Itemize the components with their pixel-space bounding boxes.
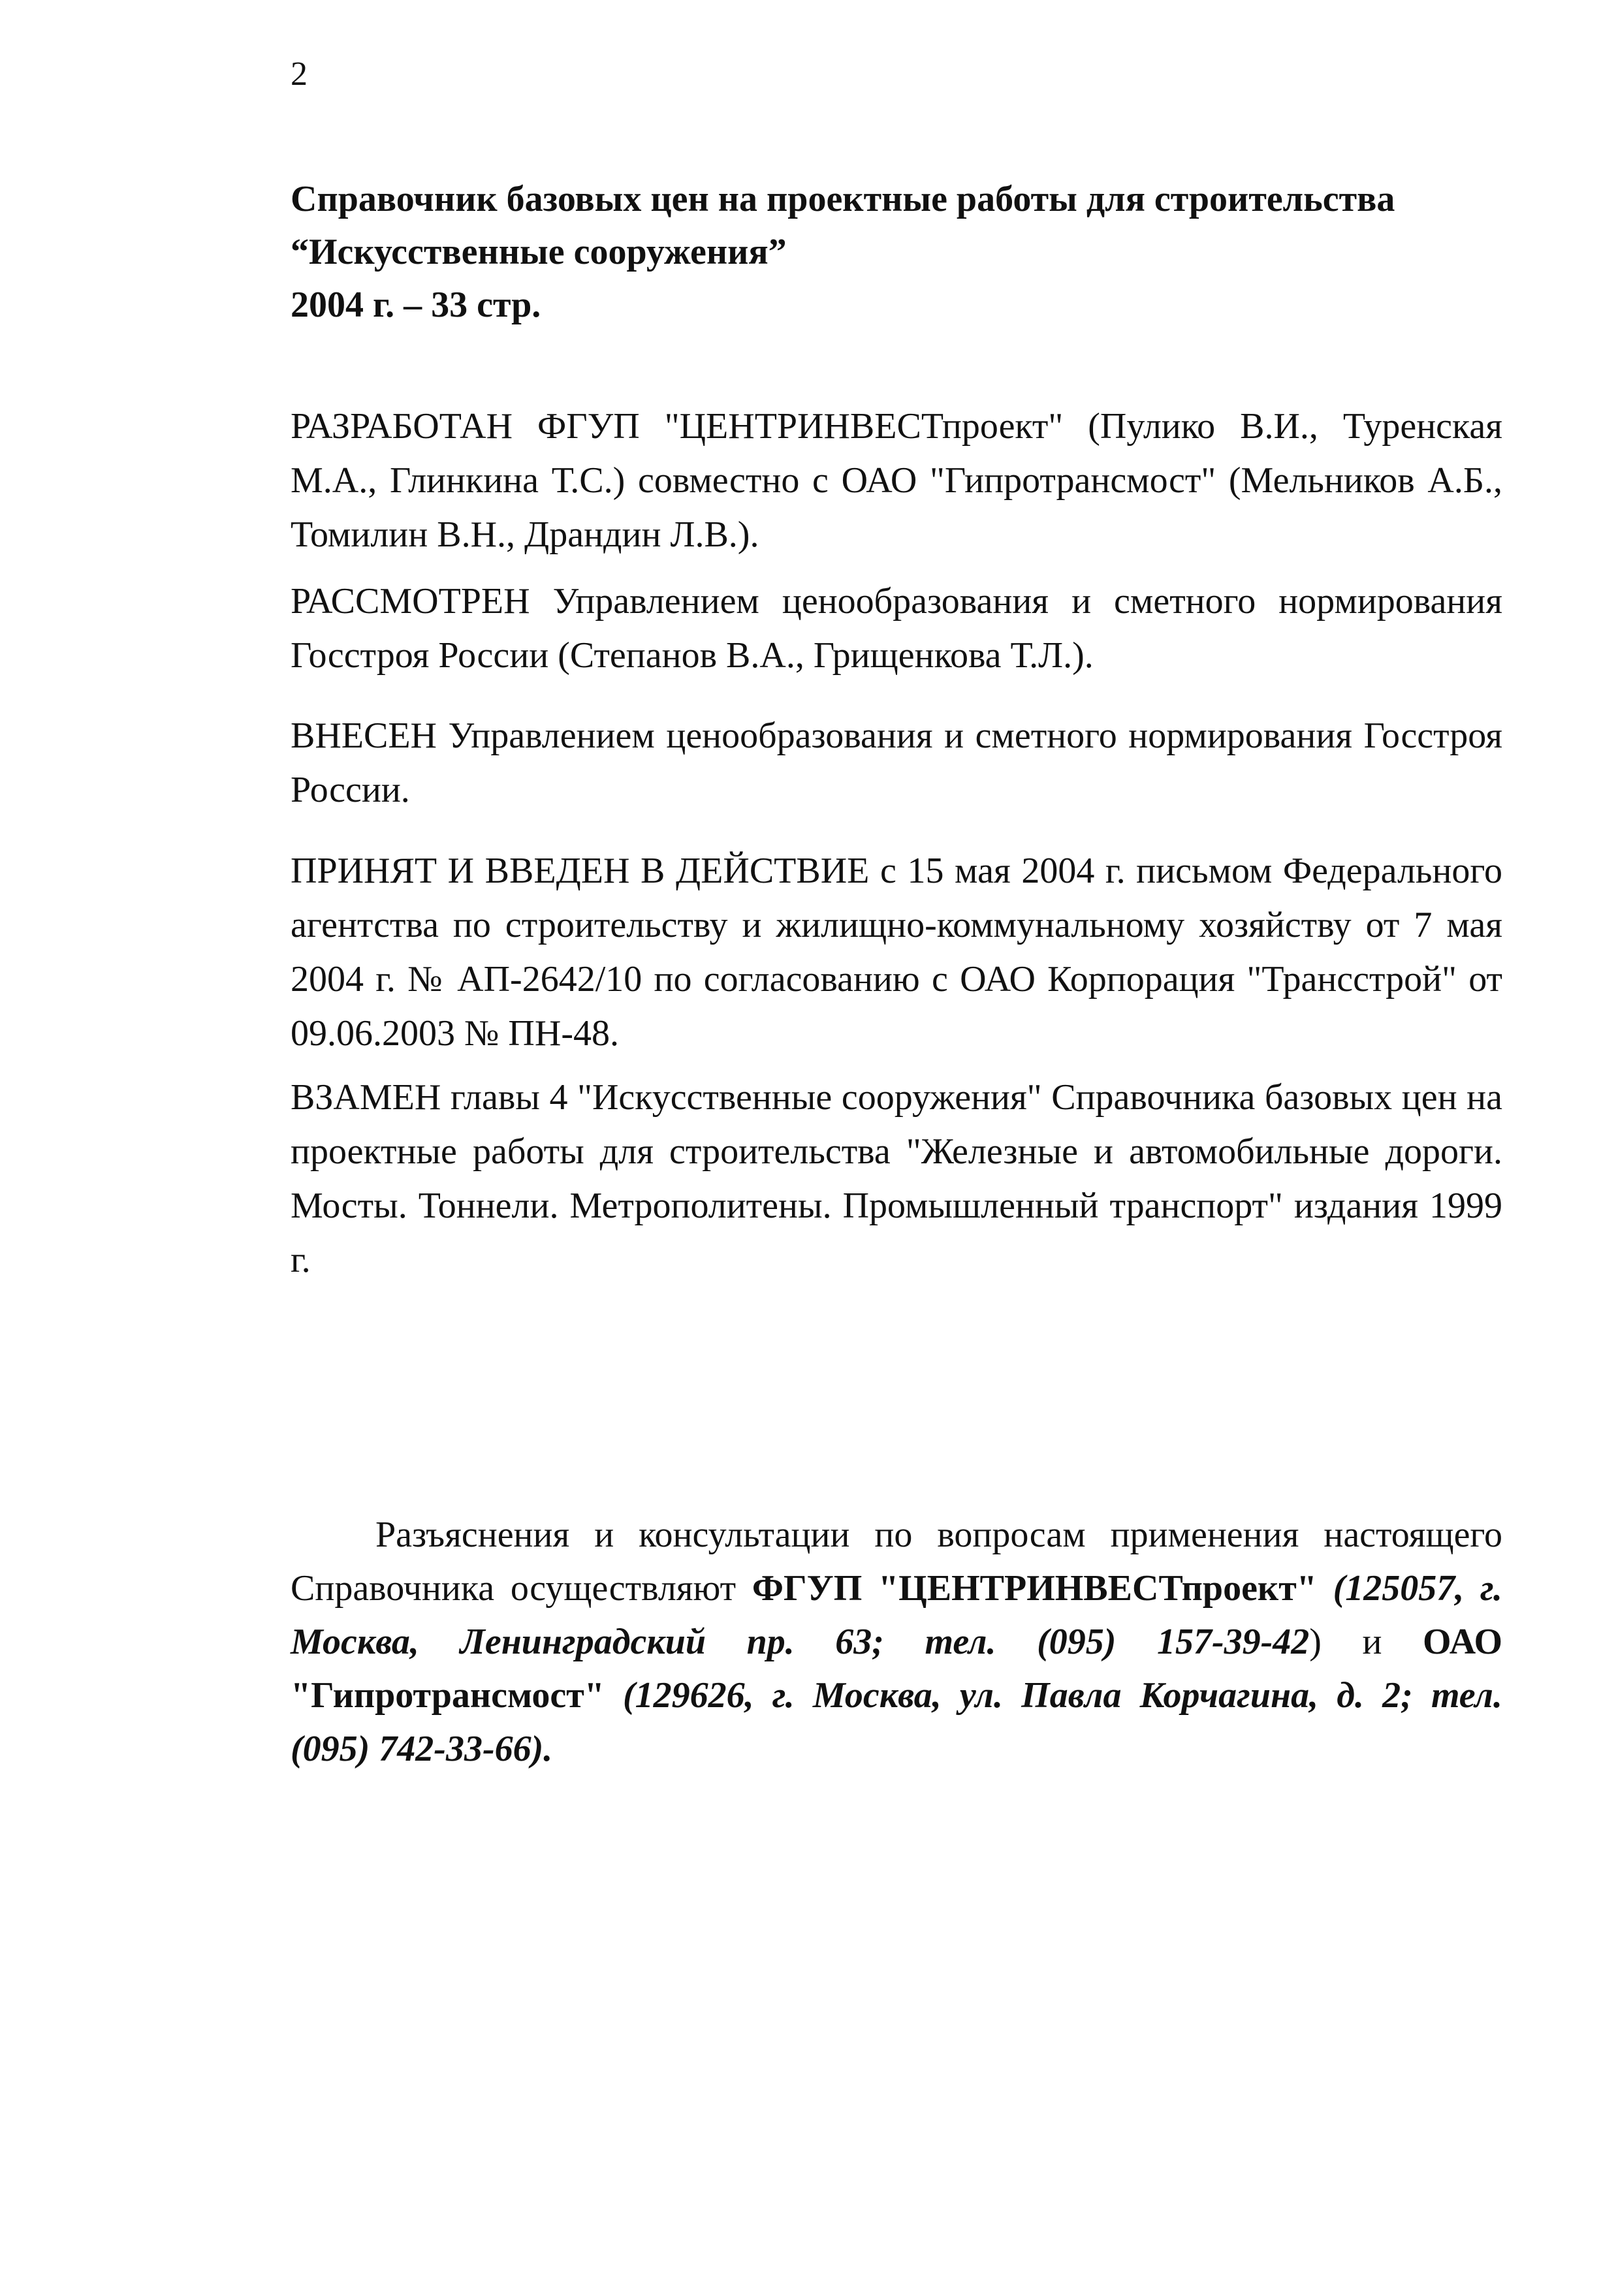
paragraph-text: Управлением ценообразования и сметного нормирования Госстроя России (Степанов В.А., Грищенкова Т.Л.). (291, 581, 1502, 676)
paragraph-text: с 15 мая 2004 г. письмом Федерального агентства по строительству и жилищно-коммунальному хозяйству от 7 мая 2004 г. № АП-2642/10 по согласованию с ОАО Корпорация "Трансстрой" от 09.06.2003 № ПН-48. (291, 851, 1502, 1054)
contact-org-2: ОАО "Гипротрансмост" (291, 1622, 1502, 1716)
paragraph-text: Управлением ценообразования и сметного нормирования Госстроя России. (291, 716, 1502, 810)
paragraph-lead: РАССМОТРЕН (291, 581, 530, 621)
contact-org-1: ФГУП "ЦЕНТРИНВЕСТпроект" (752, 1568, 1317, 1609)
contact-address-1: (125057, г. Москва, Ленинградский пр. 63; тел. (095) 157-39-42 (291, 1568, 1502, 1662)
paragraph-prinyat (291, 844, 1502, 1061)
paragraph-lead: ВНЕСЕН (291, 716, 437, 756)
paragraph-rassmotren (291, 574, 1502, 683)
paragraph-text: ФГУП "ЦЕНТРИНВЕСТпроект" (Пулико В.И., Туренская М.А., Глинкина Т.С.) совместно с ОАО "Гипротрансмост" (Мельников А.Б., Томилин В.Н., Драндин Л.В.). (291, 406, 1502, 555)
title-line-3: 2004 г. – 33 стр. (291, 285, 541, 325)
paragraph-lead: ПРИНЯТ И ВВЕДЕН В ДЕЙСТВИЕ (291, 851, 870, 891)
paragraph-lead: РАЗРАБОТАН (291, 406, 513, 447)
title-line-1: Справочник базовых цен на проектные работы для строительства (291, 179, 1395, 219)
document-title (291, 173, 1505, 332)
contact-paragraph (291, 1508, 1502, 1776)
contact-intro: Разъяснения и консультации по вопросам применения настоящего Справочника осуществляют (291, 1515, 1502, 1609)
paragraph-vzamen (291, 1071, 1502, 1287)
paragraph-text: главы 4 "Искусственные сооружения" Справочника базовых цен на проектные работы для строительства "Железные и автомобильные дороги. Мосты. Тоннели. Метрополитены. Промышленный транспорт" издания 1999 г. (291, 1077, 1502, 1280)
paragraph-vnesen (291, 709, 1502, 817)
paragraph-razrabotan (291, 400, 1502, 562)
page-number: 2 (291, 55, 308, 93)
paragraph-lead: ВЗАМЕН (291, 1077, 441, 1118)
title-line-2: “Искусственные сооружения” (291, 232, 787, 272)
contact-connector: ) и (1309, 1622, 1423, 1662)
contact-address-2: (129626, г. Москва, ул. Павла Корчагина, д. 2; тел. (095) 742-33-66). (291, 1675, 1502, 1769)
